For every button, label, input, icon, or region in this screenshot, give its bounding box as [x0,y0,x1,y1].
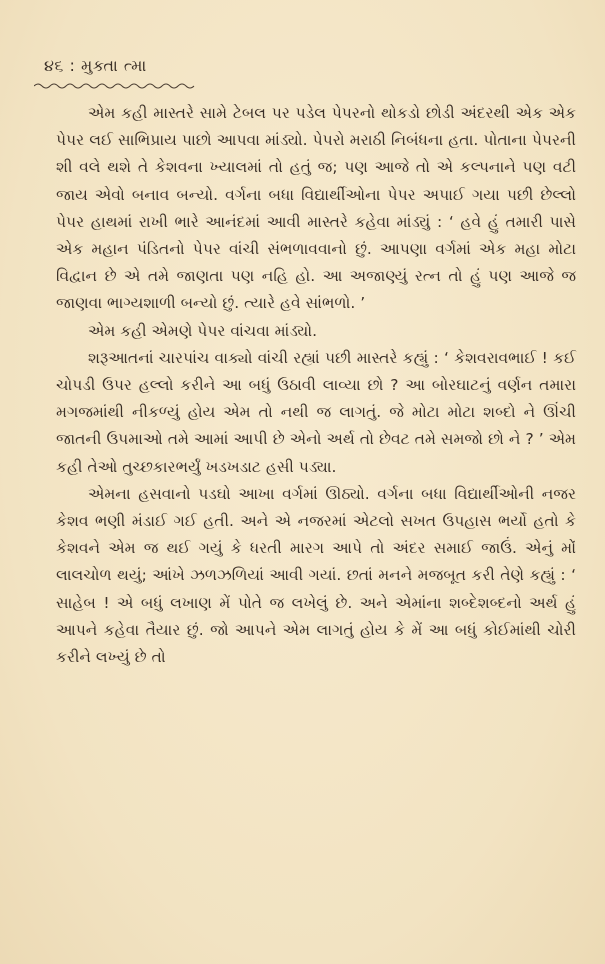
paragraph: શરૂઆતનાં ચારપાંચ વાક્યો વાંચી રહ્યાં પછી માસ્તરે કહ્યું : ‘ કેશવરાવભાઈ ! કઈ ચોપડી ઉપર હલ્લો કરીને આ બધું ઉઠાવી લાવ્યા છો ? આ બોરઘાટનું વર્ણન તમારા મગજમાંથી નીકળ્યું હોય એમ તો નથી જ લાગતું. જે મોટા મોટા શબ્દો ને ઊંચી જાતની ઉપમાઓ તમે આમાં આપી છે એનો અર્થ તો છેવટ તમે સમજો છો ને ? ’ એમ કહી તેઓ તુચ્છકારભર્યું ખડખડાટ હસી પડ્યા. [56,348,576,476]
body-text [56,100,576,671]
paragraph: એમ કહી એમણે પેપર વાંચવા માંડ્યો. [88,321,318,340]
paragraph: એમ કહી માસ્તરે સામે ટેબલ પર પડેલ પેપરનો થોકડો છોડી અંદરથી એક એક પેપર લઈ સાભિપ્રાય પાછો આપવા માંડ્યો. પેપરો મરાઠી નિબંધના હતા. પોતાના પેપરની શી વલે થશે તે કેશવના ખ્યાલમાં તો હતું જ; પણ આજે તો એ કલ્પનાને પણ વટી જાય એવો બનાવ બન્યો. વર્ગના બધા વિદ્યાર્થીઓના પેપર અપાઈ ગયા પછી છેલ્લો પેપર હાથમાં રાખી ભારે આનંદમાં આવી માસ્તરે કહેવા માંડ્યું : ‘ હવે હું તમારી પાસે એક મહાન પંડિતનો પેપર વાંચી સંભળાવવાનો છું. આપણા વર્ગમાં એક મહા મોટા વિદ્વાન છે એ તમે જાણતા પણ નહિ હો. આ અજાણ્યું રત્ન તો હું પણ આજે જ જાણવા ભાગ્યશાળી બન્યો છું. ત્યારે હવે સાંભળો. ’ [56,104,576,313]
paragraph: એમના હસવાનો પડઘો આખા વર્ગમાં ઊઠ્યો. વર્ગના બધા વિદ્યાર્થીઓની નજર કેશવ ભણી મંડાઈ ગઈ હતી. અને એ નજરમાં એટલો સખત ઉપહાસ ભર્યો હતો કે કેશવને એમ જ થઈ ગયું કે ધરતી મારગ આપે તો અંદર સમાઈ જાઉં. એનું મોં લાલચોળ થયું; આંખે ઝળઝળિયાં આવી ગયાં. છતાં મનને મજબૂત કરી તેણે કહ્યું : ‘ સાહેબ ! એ બધું લખાણ મેં પોતે જ લખેલું છે. અને એમાંના શબ્દેશબ્દનો અર્થ હું આપને કહેવા તૈયાર છું. જો આપને એમ લાગતું હોય કે મેં આ બધું કોઈમાંથી ચોરી કરીને લખ્યું છે તો [56,484,576,667]
decorative-wavy-rule [34,82,196,90]
running-head: ૪૬ : મુક્તા ત્મા [44,56,147,75]
